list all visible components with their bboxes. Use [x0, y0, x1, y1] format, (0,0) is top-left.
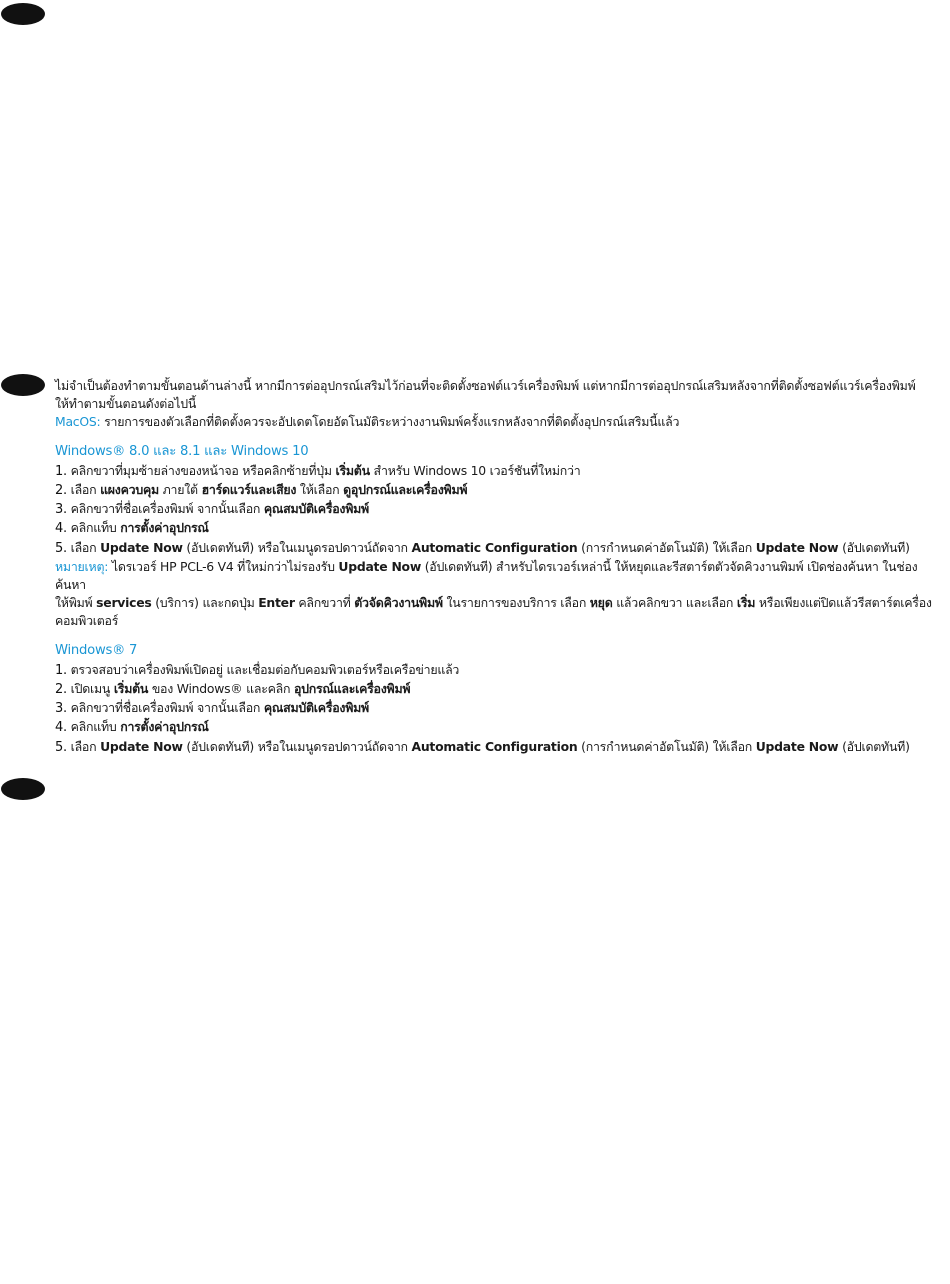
step-2: 2. เลือก แผงควบคุม ภายใต้ ฮาร์ดแวร์และเสียง ให้เลือก ดูอุปกรณ์และเครื่องพิมพ์ [55, 482, 468, 499]
language-badge-bottom [1, 778, 45, 800]
driver-note: หมายเหตุ: ไดรเวอร์ HP PCL-6 V4 ที่ใหม่กว่าไม่รองรับ Update Now (อัปเดตทันที) สำหรับไดรเวอร์เหล่านี้ ให้หยุดและรีสตาร์ตตัวจัดคิวงานพิมพ์ เปิดช่องค้นหา ในช่องค้นหา ให้พิมพ์ services (บริการ) และกดปุ่ม Enter คลิกขวาที่ ตัวจัดคิวงานพิมพ์ ในรายการของบริการ เลือก หยุด แล้วคลิกขวา และเลือก เริ่ม หรือเพียงแต่ปิดแล้วรีสตาร์ตเครื่อง คอมพิวเตอร์ [55, 558, 932, 629]
step-3: 3. คลิกขวาที่ชื่อเครื่องพิมพ์ จากนั้นเลือก คุณสมบัติเครื่องพิมพ์ [55, 700, 369, 717]
step-1: 1. คลิกขวาที่มุมซ้ายล่างของหน้าจอ หรือคลิกซ้ายที่ปุ่ม เริ่มต้น สำหรับ Windows 10 เวอร์ชันที่ใหม่กว่า [55, 462, 581, 479]
step-4: 4. คลิกแท็บ การตั้งค่าอุปกรณ์ [55, 520, 209, 537]
macos-text: รายการของตัวเลือกที่ติดตั้งควรจะอัปเดตโดยอัตโนมัติระหว่างงานพิมพ์ครั้งแรกหลังจากที่ติดตั้งอุปกรณ์เสริมนี้แล้ว [100, 414, 680, 430]
thai-instructions [55, 377, 935, 757]
heading-windows-7: Windows® 7 [55, 642, 138, 658]
language-badge-top [1, 3, 45, 25]
steps-windows-8-10 [55, 462, 935, 558]
heading-windows-8-10: Windows® 8.0 และ 8.1 และ Windows 10 [55, 443, 309, 459]
note-label: หมายเหตุ: [55, 558, 109, 574]
step-1: 1. ตรวจสอบว่าเครื่องพิมพ์เปิดอยู่ และเชื่อมต่อกับคอมพิวเตอร์หรือเครือข่ายแล้ว [55, 661, 460, 678]
steps-windows-7 [55, 661, 935, 757]
step-4: 4. คลิกแท็บ การตั้งค่าอุปกรณ์ [55, 719, 209, 736]
step-2: 2. เปิดเมนู เริ่มต้น ของ Windows® และคลิก อุปกรณ์และเครื่องพิมพ์ [55, 681, 411, 698]
intro-paragraph [55, 377, 935, 413]
step-3: 3. คลิกขวาที่ชื่อเครื่องพิมพ์ จากนั้นเลือก คุณสมบัติเครื่องพิมพ์ [55, 501, 369, 518]
step-5: 5. เลือก Update Now (อัปเดตทันที) หรือในเมนูดรอปดาวน์ถัดจาก Automatic Configuration (การกำหนดค่าอัตโนมัติ) ให้เลือก Update Now (อัปเดตทันที) [55, 738, 910, 755]
macos-note [55, 413, 935, 431]
intro-line-1: ไม่จำเป็นต้องทำตามขั้นตอนด้านล่างนี้ หากมีการต่ออุปกรณ์เสริมไว้ก่อนที่จะติดตั้งซอฟต์แวร์เครื่องพิมพ์ แต่หากมีการต่ออุปกรณ์เสริมหลังจากที่ติดตั้งซอฟต์แวร์เครื่องพิมพ์ [55, 378, 916, 393]
intro-line-2: ให้ทำตามขั้นตอนดังต่อไปนี้ [55, 396, 197, 412]
language-badge-thai [1, 374, 45, 396]
macos-label: MacOS: [55, 414, 101, 430]
step-5: 5. เลือก Update Now (อัปเดตทันที) หรือในเมนูดรอปดาวน์ถัดจาก Automatic Configuration (การกำหนดค่าอัตโนมัติ) ให้เลือก Update Now (อัปเดตทันที) [55, 539, 910, 556]
